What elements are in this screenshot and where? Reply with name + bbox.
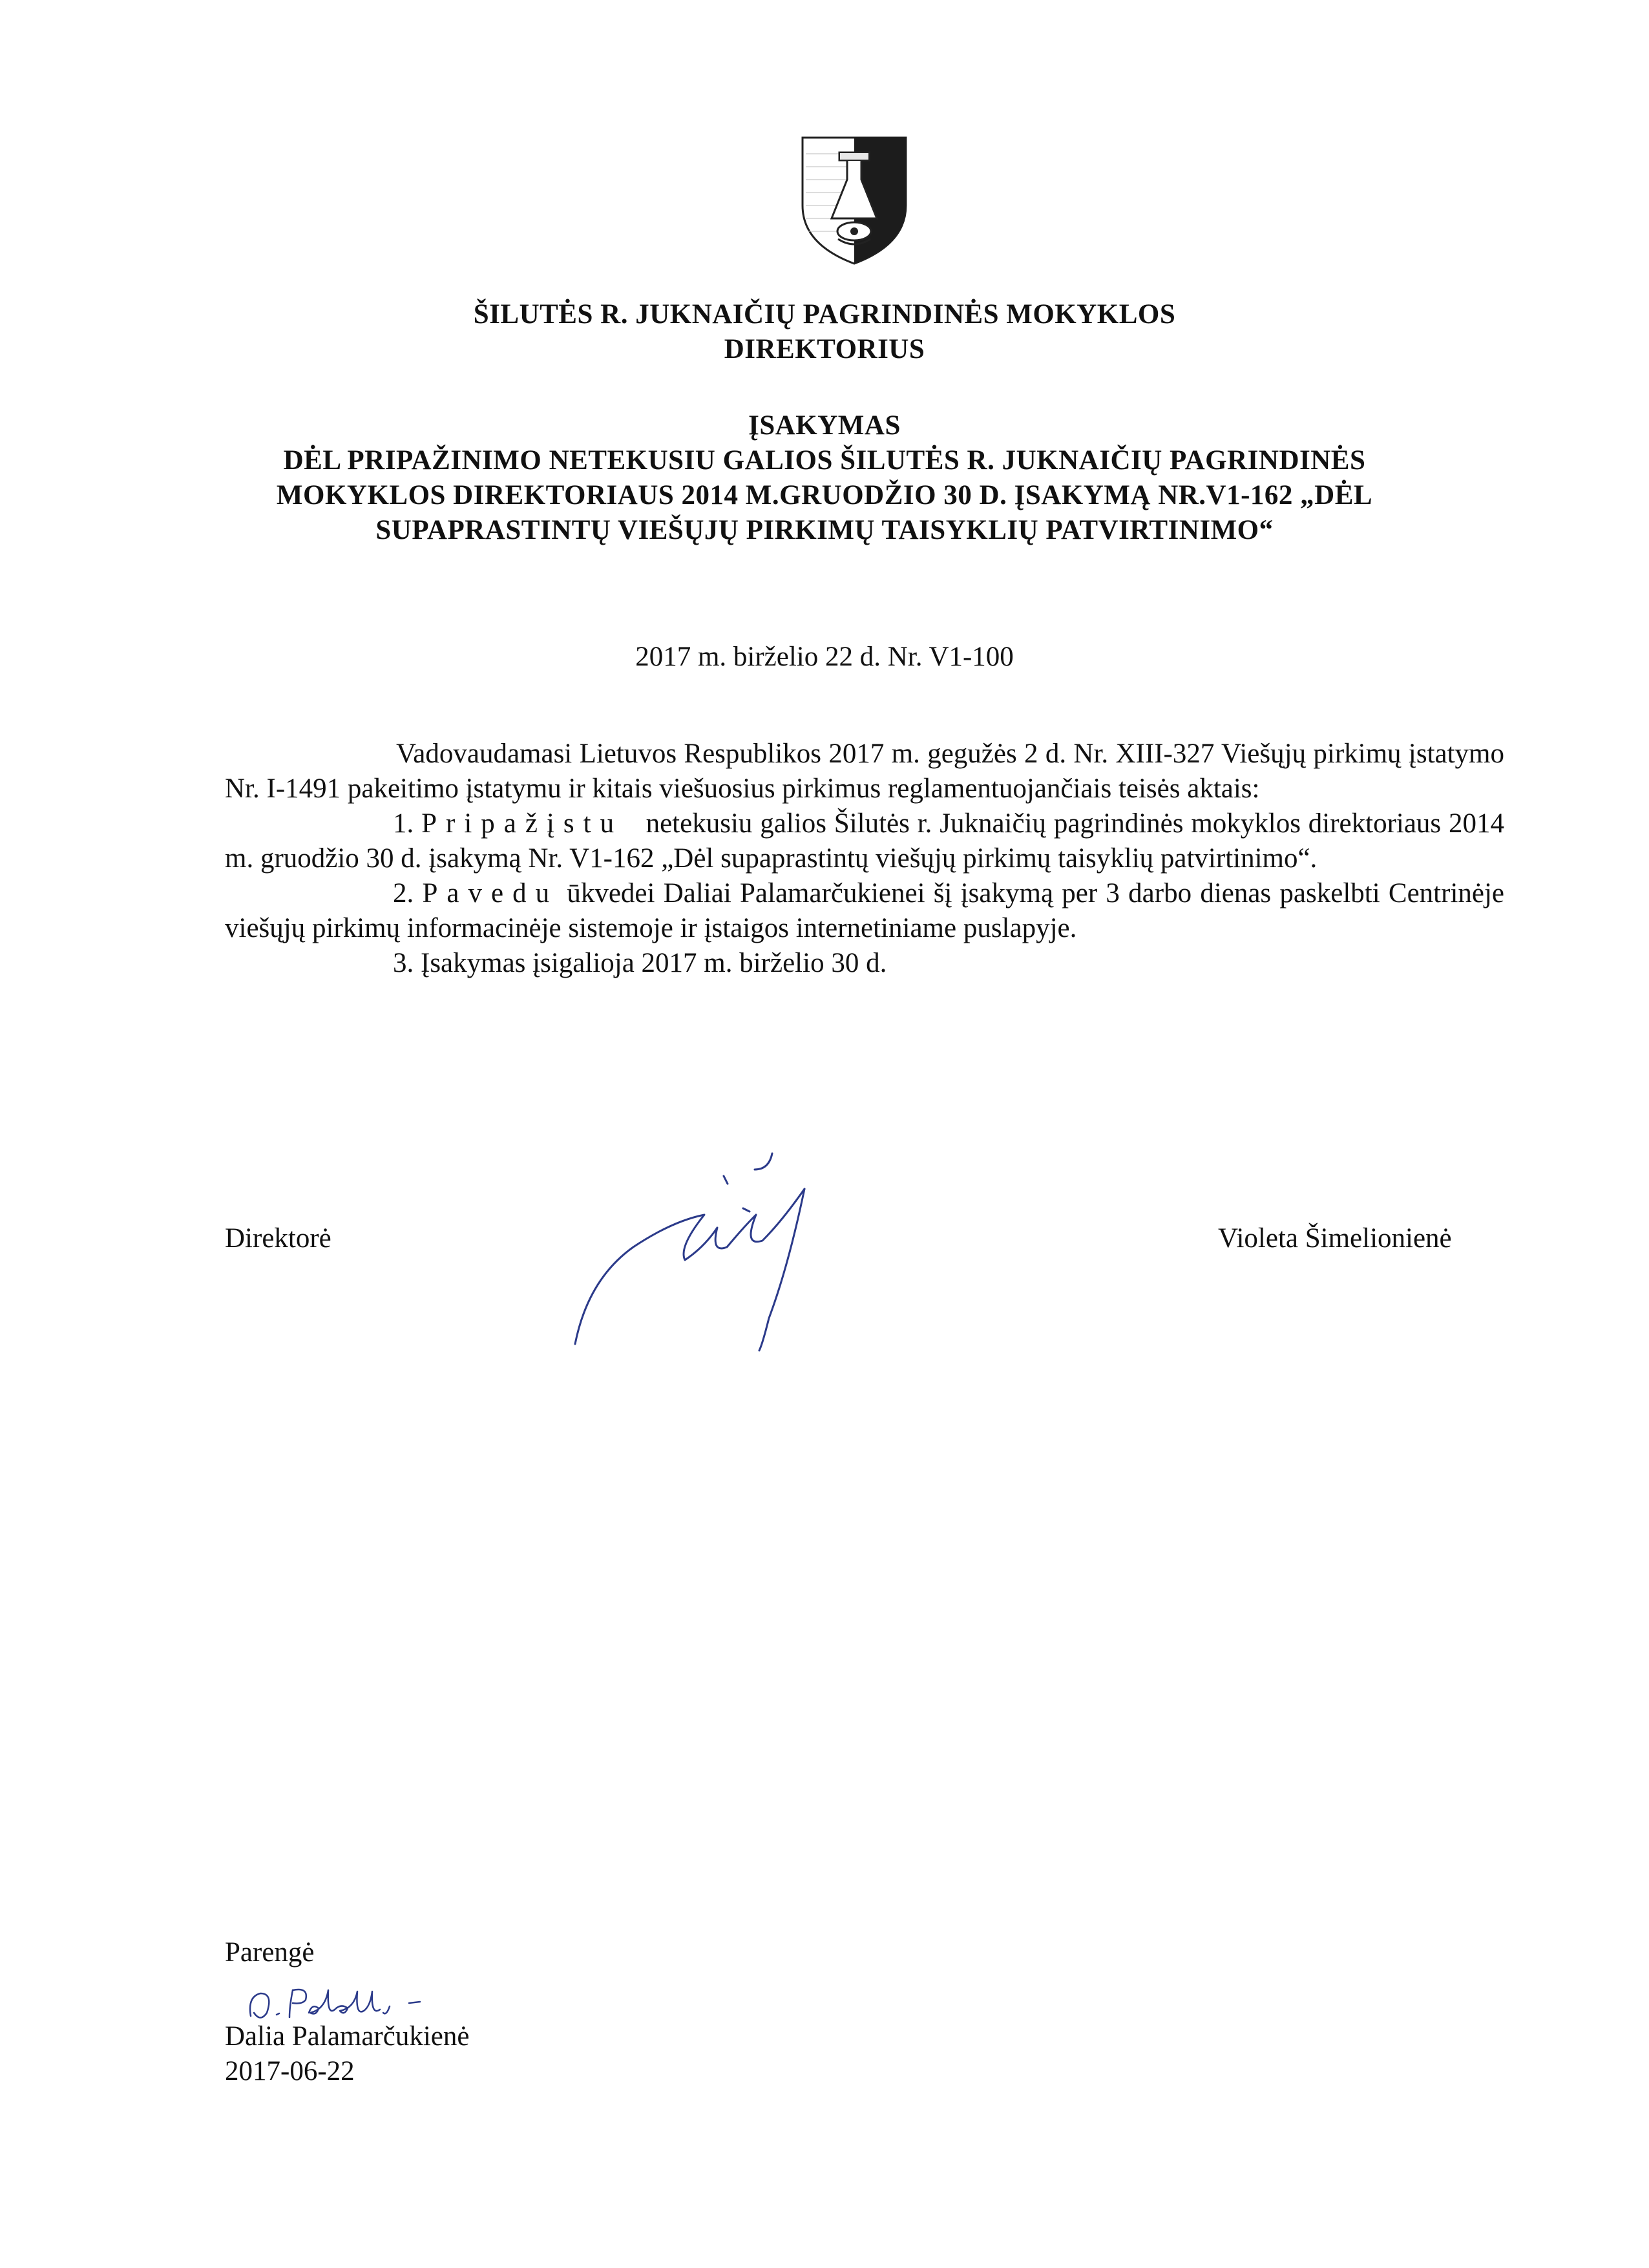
prepared-date: 2017-06-22 [225,2056,355,2086]
document-type: ĮSAKYMAS [748,410,901,441]
institution-role: DIREKTORIUS [724,334,925,364]
item-1-paragraph [225,806,1504,876]
signatory-role: Direktorė [225,1223,331,1254]
signatory-name: Violeta Šimelionienė [1218,1223,1452,1254]
item-1-verb: Pripažįstu [421,808,624,839]
prepared-label: Parengė [225,1937,315,1968]
document-title-line3: SUPAPRASTINTŲ VIEŠŲJŲ PIRKIMŲ TAISYKLIŲ PATVIRTINIMO“ [375,515,1274,545]
item-2-text: ūkvedei Daliai Palamarčukienei šį įsakymą per 3 darbo dienas paskelbti Centrinėje viešųjų pirkimų informacinėje sistemoje ir įstaigos internetiniame puslapyje. [225,878,1505,943]
document-title-line2: MOKYKLOS DIREKTORIAUS 2014 M.GRUODŽIO 30 D. ĮSAKYMĄ NR.V1-162 „DĖL [276,480,1373,510]
document-date-number: 2017 m. birželio 22 d. Nr. V1-100 [635,642,1014,672]
item-1-text: netekusiu galios Šilutės r. Juknaičių pagrindinės mokyklos direktoriaus 2014 m. gruodžio 30 d. įsakymą Nr. V1-162 „Dėl supaprastintų viešųjų pirkimų taisyklių patvirtinimo“. [225,808,1505,874]
intro-paragraph: Vadovaudamasi Lietuvos Respublikos 2017 m. gegužės 2 d. Nr. XIII-327 Viešųjų pirkimų įstatymo Nr. I-1491 pakeitimo įstatymu ir kitais viešuosius pirkimus reglamentuojančiais teisės aktais: [225,739,1504,804]
director-signature [549,1150,963,1422]
document-title-line1: DĖL PRIPAŽINIMO NETEKUSIU GALIOS ŠILUTĖS R. JUKNAIČIŲ PAGRINDINĖS [283,445,1366,476]
item-2-paragraph [225,876,1504,946]
preparer-name: Dalia Palamarčukienė [225,2021,470,2052]
document-body [225,737,1504,981]
item-2-verb: Pavedu [422,878,559,908]
coat-of-arms-icon [799,134,909,267]
item-1-number: 1. [393,808,414,839]
item-2-number: 2. [393,878,414,908]
institution-name: ŠILUTĖS R. JUKNAIČIŲ PAGRINDINĖS MOKYKLOS [473,299,1176,330]
item-3-paragraph: 3. Įsakymas įsigalioja 2017 m. birželio 30 d. [393,948,887,978]
